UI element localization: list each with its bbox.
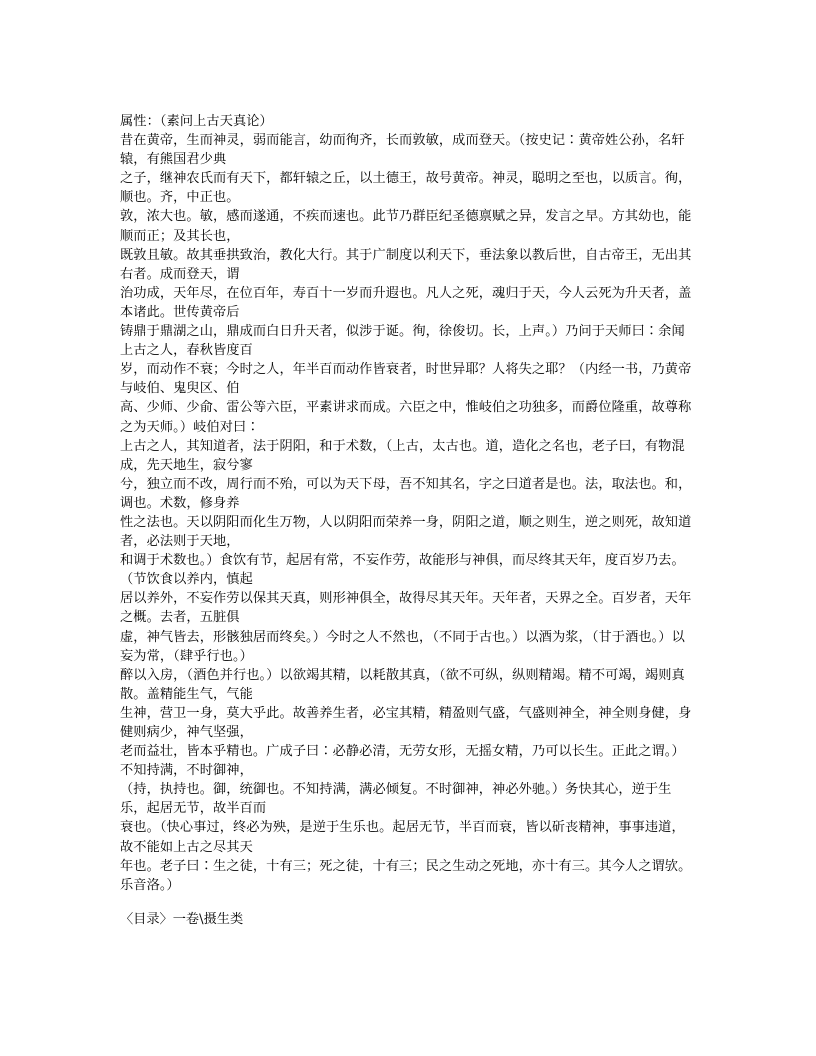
text-line: 虚，神气皆去，形骸独居而终矣。）今时之人不然也，（不同于古也。）以酒为浆，（甘于酒也。）以妄为常，（肆乎行也。） bbox=[120, 629, 685, 664]
text-line: 居以养外，不妄作劳以保其天真，则形神俱全，故得尽其天年。天年者，天界之全。百岁者，天年之概。去者，五脏俱 bbox=[120, 591, 692, 626]
text-line: 昔在黄帝，生而神灵，弱而能言，幼而徇齐，长而敦敏，成而登天。（按史记∶黄帝姓公孙，名轩辕，有熊国君少典 bbox=[120, 133, 685, 168]
text-line: 衰也。（快心事过，终必为殃，是逆于生乐也。起居无节，半百而衰，皆以斫丧精神，事事违道，故不能如上古之尽其天 bbox=[120, 820, 685, 855]
breadcrumb-label[interactable]: 〈目录〉一卷\摄生类 bbox=[120, 912, 244, 927]
document-body bbox=[120, 112, 698, 895]
text-line: 年也。老子曰∶生之徒，十有三；死之徒，十有三；民之生动之死地，亦十有三。其今人之谓欤。乐音洛。） bbox=[120, 858, 692, 893]
text-line: 治功成，天年尽，在位百年，寿百十一岁而升遐也。凡人之死，魂归于天，今人云死为升天者，盖本诸此。世传黄帝后 bbox=[120, 285, 692, 320]
text-line: 之子，继神农氏而有天下，都轩辕之丘，以土德王，故号黄帝。神灵，聪明之至也，以质言。徇，顺也。齐，中正也。 bbox=[120, 171, 692, 206]
text-line: 性之法也。天以阴阳而化生万物，人以阴阳而荣养一身，阴阳之道，顺之则生，逆之则死，故知道者，必法则于天地， bbox=[120, 514, 692, 550]
text-line: 属性：（素问上古天真论） bbox=[120, 114, 273, 129]
text-line: （持，执持也。御，统御也。不知持满，满必倾复。不时御神，神必外驰。）务快其心，逆于生乐，起居无节，故半百而 bbox=[120, 782, 672, 817]
text-line: 兮，独立而不改，周行而不殆，可以为天下母，吾不知其名，字之曰道者是也。法，取法也。和，调也。术数，修身养 bbox=[120, 476, 692, 511]
text-line: 上古之人，其知道者，法于阴阳，和于术数，（上古，太古也。道，造化之名也，老子曰，有物混成，先天地生，寂兮寥 bbox=[120, 438, 685, 473]
text-line: 生神，营卫一身，莫大乎此。故善养生者，必宝其精，精盈则气盛，气盛则神全，神全则身健，身健则病少，神气坚强， bbox=[120, 705, 692, 740]
text-line: 铸鼎于鼎湖之山，鼎成而白日升天者，似涉于诞。徇，徐俊切。长，上声。）乃问于天师曰∶余闻上古之人，春秋皆度百 bbox=[120, 324, 685, 359]
text-line: 岁，而动作不衰；今时之人，年半百而动作皆衰者，时世异耶？人将失之耶？（内经一书，乃黄帝与岐伯、鬼臾区、伯 bbox=[120, 362, 692, 397]
text-line: 醉以入房，（酒色并行也。）以欲竭其精，以耗散其真，（欲不可纵，纵则精竭。精不可竭，竭则真散。盖精能生气，气能 bbox=[120, 667, 685, 702]
text-line: 高、少师、少俞、雷公等六臣，平素讲求而成。六臣之中，惟岐伯之功独多，而爵位隆重，故尊称之为天师。）岐伯对曰∶ bbox=[120, 400, 692, 435]
text-line: 和调于术数也。）食饮有节，起居有常，不妄作劳，故能形与神俱，而尽终其天年，度百岁乃去。（节饮食以养内，慎起 bbox=[120, 553, 685, 588]
breadcrumb[interactable] bbox=[120, 910, 243, 929]
text-line: 敦，浓大也。敏，感而遂通，不疾而速也。此节乃群臣纪圣德禀赋之异，发言之早。方其幼也，能顺而正；及其长也， bbox=[120, 209, 692, 244]
text-line: 既敦且敏。故其垂拱致治，教化大行。其于广制度以利天下，垂法象以教后世，自古帝王，无出其右者。成而登天，谓 bbox=[120, 247, 692, 282]
text-line: 老而益壮，皆本乎精也。广成子曰∶必静必清，无劳女形，无摇女精，乃可以长生。正此之谓。）不知持满，不时御神， bbox=[120, 744, 685, 779]
